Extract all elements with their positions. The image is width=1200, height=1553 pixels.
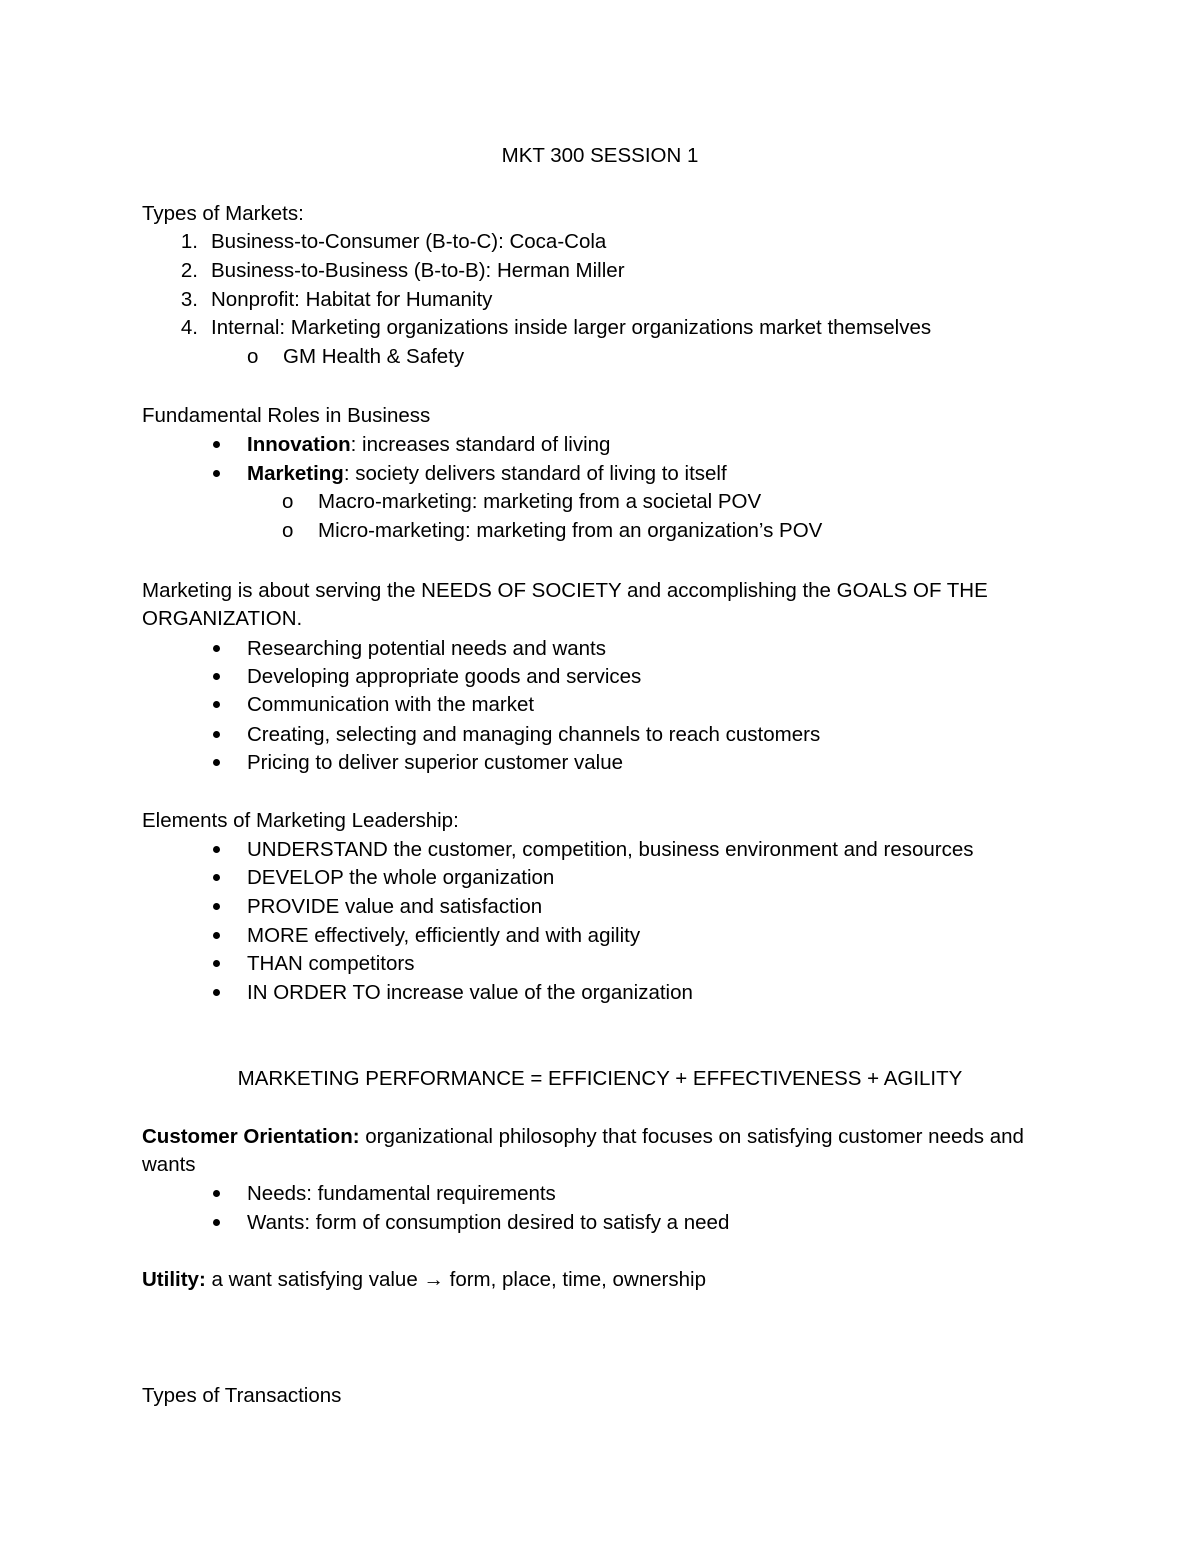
marketing-about-line-2: ORGANIZATION. <box>142 607 303 630</box>
list-item <box>247 462 727 486</box>
bullet-icon <box>213 645 220 652</box>
bullet-icon <box>213 701 220 708</box>
list-number: 1. <box>180 230 198 253</box>
list-item: Communication with the market <box>247 693 535 716</box>
list-item: Needs: fundamental requirements <box>247 1182 556 1205</box>
sub-list-item: Micro-marketing: marketing from an organization’s POV <box>318 519 823 542</box>
sub-bullet-icon: o <box>282 490 294 513</box>
utility-definition: a want satisfying value <box>205 1268 424 1291</box>
page-title: MKT 300 SESSION 1 <box>501 144 699 167</box>
list-item: Developing appropriate goods and services <box>247 665 642 688</box>
utility-line <box>142 1268 706 1292</box>
bullet-icon <box>213 903 220 910</box>
bullet-icon <box>213 759 220 766</box>
customer-orientation-line-1 <box>142 1125 1024 1149</box>
bullet-icon <box>213 731 220 738</box>
role-term: Marketing <box>247 462 344 485</box>
bullet-icon <box>213 846 220 853</box>
list-item: MORE effectively, efficiently and with agility <box>247 924 641 947</box>
list-item: THAN competitors <box>247 952 415 975</box>
list-item: Creating, selecting and managing channels to reach customers <box>247 723 821 746</box>
bullet-icon <box>213 960 220 967</box>
list-item: Nonprofit: Habitat for Humanity <box>211 288 493 311</box>
role-term: Innovation <box>247 433 351 456</box>
customer-orientation-definition: organizational philosophy that focuses on satisfying customer needs and <box>359 1125 1024 1148</box>
list-number: 3. <box>180 288 198 311</box>
sub-bullet-icon: o <box>247 345 259 368</box>
sub-list-item: Macro-marketing: marketing from a societal POV <box>318 490 762 513</box>
types-of-transactions-heading: Types of Transactions <box>142 1384 342 1407</box>
bullet-icon <box>213 989 220 996</box>
list-item: DEVELOP the whole organization <box>247 866 555 889</box>
customer-orientation-term: Customer Orientation: <box>142 1125 360 1148</box>
sub-bullet-icon: o <box>282 519 294 542</box>
list-number: 2. <box>180 259 198 282</box>
types-of-markets-heading: Types of Markets: <box>142 202 304 225</box>
role-definition: : society delivers standard of living to itself <box>343 462 727 485</box>
list-item: UNDERSTAND the customer, competition, business environment and resources <box>247 838 974 861</box>
role-definition: : increases standard of living <box>350 433 611 456</box>
sub-list-item: GM Health & Safety <box>283 345 465 368</box>
list-item: Business-to-Consumer (B-to-C): Coca-Cola <box>211 230 607 253</box>
list-item: Internal: Marketing organizations inside larger organizations market themselves <box>211 316 932 339</box>
list-number: 4. <box>180 316 198 339</box>
performance-formula: MARKETING PERFORMANCE = EFFICIENCY + EFFECTIVENESS + AGILITY <box>237 1067 963 1090</box>
bullet-icon <box>213 1219 220 1226</box>
customer-orientation-line-2: wants <box>142 1153 196 1176</box>
leadership-heading: Elements of Marketing Leadership: <box>142 809 459 832</box>
bullet-icon <box>213 470 220 477</box>
bullet-icon <box>213 673 220 680</box>
bullet-icon <box>213 441 220 448</box>
list-item: PROVIDE value and satisfaction <box>247 895 543 918</box>
right-arrow-icon: → <box>423 1268 444 1291</box>
bullet-icon <box>213 874 220 881</box>
list-item: Wants: form of consumption desired to satisfy a need <box>247 1211 730 1234</box>
fundamental-roles-heading: Fundamental Roles in Business <box>142 404 431 427</box>
list-item: Researching potential needs and wants <box>247 637 606 660</box>
marketing-about-line-1: Marketing is about serving the NEEDS OF SOCIETY and accomplishing the GOALS OF THE <box>142 579 988 602</box>
list-item <box>247 433 610 457</box>
utility-forms: form, place, time, ownership <box>443 1268 706 1291</box>
bullet-icon <box>213 932 220 939</box>
list-item: IN ORDER TO increase value of the organization <box>247 981 693 1004</box>
utility-term: Utility: <box>142 1268 206 1291</box>
list-item: Business-to-Business (B-to-B): Herman Miller <box>211 259 625 282</box>
list-item: Pricing to deliver superior customer value <box>247 751 623 774</box>
bullet-icon <box>213 1190 220 1197</box>
